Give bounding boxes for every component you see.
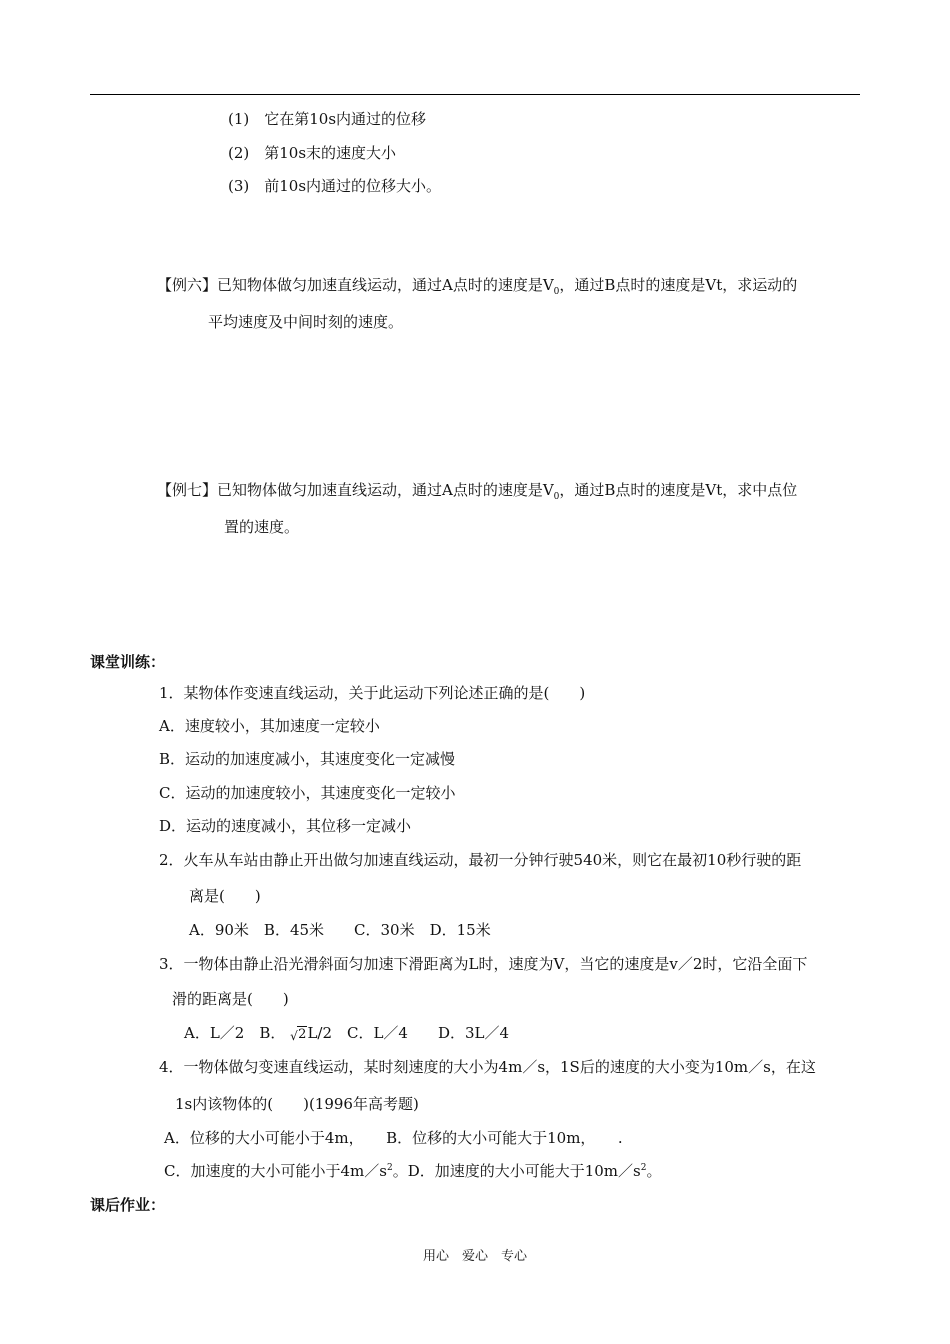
q4-option-end: 。 <box>646 1162 662 1180</box>
q3-line-2: 滑的距离是( ) <box>172 990 289 1008</box>
example-6-line-2: 平均速度及中间时刻的速度。 <box>208 313 404 331</box>
example-7-line-2: 置的速度。 <box>224 518 300 536</box>
section-heading-training: 课堂训练： <box>90 653 166 671</box>
example-7-line-1 <box>157 483 797 502</box>
q4-line-2: 1s内该物体的( )(1996年高考题) <box>175 1095 419 1113</box>
sqrt-radicand: 2 <box>298 1027 307 1042</box>
q2-options: A．90米 B．45米 C．30米 D．15米 <box>189 921 491 939</box>
q1-stem: 1．某物体作变速直线运动，关于此运动下列论述正确的是( ) <box>159 684 586 702</box>
q3-option-a: A．L／2 B． <box>184 1024 286 1042</box>
q4-line-1: 4．一物体做匀变速直线运动，某时刻速度的大小为4m／s，1S后的速度的大小变为10m／s，在这 <box>159 1058 816 1076</box>
subscript-zero: 0 <box>553 492 560 502</box>
q4-option-d: 。D．加速度的大小可能大于10m／s <box>392 1162 641 1180</box>
q1-option-c: C．运动的加速度较小，其速度变化一定较小 <box>159 784 456 802</box>
q3-option-rest: L/2 C．L／4 D．3L／4 <box>307 1024 510 1042</box>
superscript-two: 2 <box>386 1163 393 1173</box>
question-1-line: (1) 它在第10s内通过的位移 <box>228 110 427 128</box>
q2-line-2: 离是( ) <box>189 887 261 905</box>
section-heading-homework: 课后作业： <box>90 1196 166 1214</box>
q4-options-cd <box>164 1164 661 1179</box>
example-6-line-1 <box>157 278 797 297</box>
q1-option-b: B．运动的加速度减小，其速度变化一定减慢 <box>159 750 456 768</box>
page-footer: 用心 爱心 专心 <box>422 1249 527 1264</box>
example-7-text-b: ，通过B点时的速度是Vt，求中点位 <box>559 481 798 499</box>
question-2-line: (2) 第10s末的速度大小 <box>228 144 397 162</box>
superscript-two: 2 <box>640 1163 647 1173</box>
q1-option-d: D．运动的速度减小，其位移一定减小 <box>159 817 412 835</box>
question-3-line: (3) 前10s内通过的位移大小。 <box>228 177 442 195</box>
q3-options <box>184 1026 509 1041</box>
q1-option-a: A．速度较小，其加速度一定较小 <box>159 717 380 735</box>
header-rule <box>90 94 860 95</box>
example-7-text-a: 【例七】已知物体做匀加速直线运动，通过A点时的速度是V <box>157 481 554 499</box>
q4-options-ab: A．位移的大小可能小于4m， B．位移的大小可能大于10m， . <box>164 1129 623 1147</box>
sqrt-symbol: √ 2 <box>290 1027 307 1043</box>
q4-option-c: C．加速度的大小可能小于4m／s <box>164 1162 387 1180</box>
example-6-text-a: 【例六】已知物体做匀加速直线运动，通过A点时的速度是V <box>157 276 554 294</box>
example-6-text-b: ，通过B点时的速度是Vt，求运动的 <box>559 276 798 294</box>
subscript-zero: 0 <box>553 287 560 297</box>
q2-line-1: 2．火车从车站由静止开出做匀加速直线运动，最初一分钟行驶540米，则它在最初10秒行驶的距 <box>159 851 802 869</box>
q3-line-1: 3．一物体由静止沿光滑斜面匀加速下滑距离为L时，速度为V，当它的速度是v／2时，它沿全面下 <box>159 955 808 973</box>
